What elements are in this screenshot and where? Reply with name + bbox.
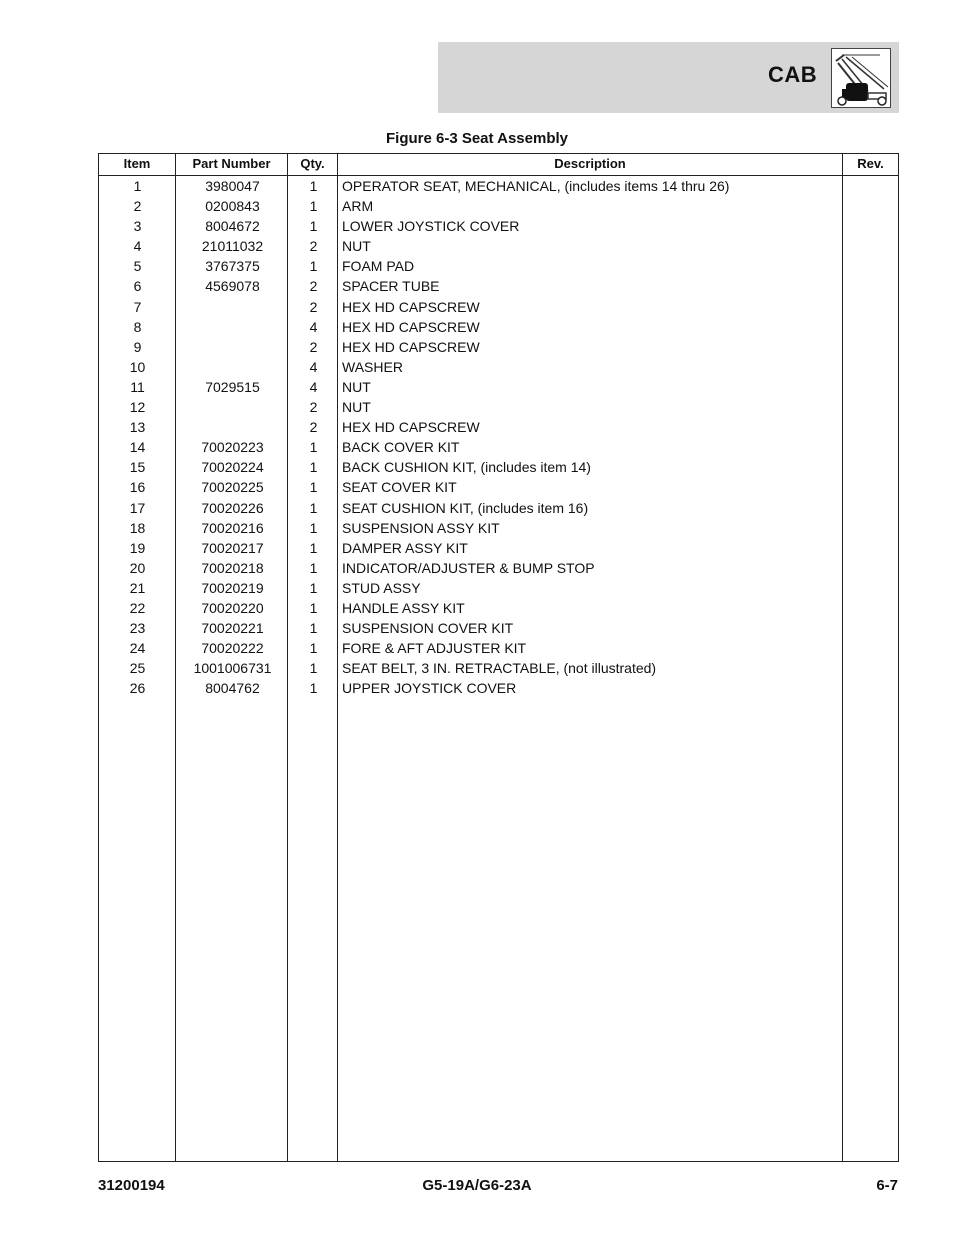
quantity: 1 (309, 640, 318, 657)
quantity: 1 (309, 439, 318, 456)
item-number: 8 (133, 318, 142, 335)
section-title: CAB (768, 62, 818, 87)
table-row (99, 256, 898, 276)
col-header-rev: Rev. (857, 156, 884, 171)
part-number: 70020217 (201, 539, 264, 556)
part-number: 70020223 (201, 439, 264, 456)
part-number: 8004672 (205, 218, 260, 235)
table-body (99, 176, 898, 698)
item-number: 26 (129, 680, 146, 697)
table-row (99, 417, 898, 437)
part-number: 70020222 (201, 640, 264, 657)
part-number: 3980047 (205, 178, 260, 194)
quantity: 1 (309, 599, 318, 616)
item-number: 19 (129, 539, 146, 556)
quantity: 1 (309, 459, 318, 476)
description: UPPER JOYSTICK COVER (342, 680, 517, 697)
quantity: 1 (309, 258, 318, 275)
table-row (99, 276, 898, 296)
quantity: 1 (309, 680, 318, 697)
part-number: 70020225 (201, 479, 264, 496)
item-number: 11 (130, 378, 145, 395)
table-row (99, 317, 898, 337)
part-number: 70020218 (201, 559, 264, 576)
description: WASHER (342, 358, 403, 375)
description: SUSPENSION ASSY KIT (342, 519, 500, 536)
description: ARM (342, 198, 374, 215)
part-number: 1001006731 (193, 660, 272, 677)
table-row (99, 498, 898, 518)
item-number: 14 (129, 439, 146, 456)
item-number: 22 (129, 599, 146, 616)
col-header-part-number: Part Number (192, 156, 271, 171)
item-number: 6 (133, 278, 142, 295)
quantity: 1 (309, 519, 318, 536)
table-row (99, 618, 898, 638)
item-number: 25 (129, 660, 146, 677)
part-number: 21011032 (201, 238, 264, 255)
quantity: 2 (309, 238, 318, 255)
item-number: 16 (129, 479, 146, 496)
description: BACK CUSHION KIT, (includes item 14) (342, 459, 591, 476)
quantity: 4 (309, 378, 318, 395)
part-number: 3767375 (205, 258, 260, 275)
section-tab (438, 42, 899, 113)
item-number: 7 (133, 298, 142, 315)
parts-table (98, 153, 899, 1162)
part-number: 70020220 (201, 599, 264, 616)
quantity: 1 (309, 539, 318, 556)
boom-lift-icon (831, 48, 891, 108)
part-number: 70020226 (201, 499, 264, 516)
item-number: 10 (129, 358, 146, 375)
part-number: 70020224 (201, 459, 264, 476)
quantity: 1 (309, 579, 318, 596)
item-number: 23 (129, 620, 146, 637)
footer-model: G5-19A/G6-23A (422, 1177, 532, 1194)
item-number: 12 (129, 399, 146, 416)
description: SEAT CUSHION KIT, (includes item 16) (342, 499, 589, 516)
quantity: 2 (309, 338, 318, 355)
quantity: 1 (309, 499, 318, 516)
item-number: 4 (133, 238, 142, 255)
quantity: 1 (309, 198, 318, 215)
quantity: 1 (309, 620, 318, 637)
description: HEX HD CAPSCREW (342, 419, 480, 436)
description: SEAT BELT, 3 IN. RETRACTABLE, (not illustrated) (342, 660, 657, 677)
table-row (99, 397, 898, 417)
part-number: 70020216 (201, 519, 264, 536)
description: HEX HD CAPSCREW (342, 298, 480, 315)
table-row (99, 176, 898, 196)
part-number: 7029515 (205, 378, 260, 395)
table-row (99, 638, 898, 658)
table-row (99, 236, 898, 256)
description: NUT (342, 399, 371, 416)
description: INDICATOR/ADJUSTER & BUMP STOP (342, 559, 595, 576)
part-number: 4569078 (205, 278, 260, 295)
description: SUSPENSION COVER KIT (342, 620, 514, 637)
description: BACK COVER KIT (342, 439, 460, 456)
quantity: 2 (309, 419, 318, 436)
quantity: 4 (309, 358, 318, 375)
item-number: 1 (133, 178, 142, 194)
item-number: 5 (133, 258, 142, 275)
figure-title: Figure 6-3 Seat Assembly (385, 130, 568, 147)
description: OPERATOR SEAT, MECHANICAL, (includes items 14 thru 26) (342, 178, 730, 194)
table-row (99, 457, 898, 477)
table-row (99, 357, 898, 377)
description: SPACER TUBE (342, 278, 440, 295)
quantity: 4 (309, 318, 318, 335)
part-number: 70020221 (201, 620, 264, 637)
table-row (99, 558, 898, 578)
item-number: 17 (129, 499, 146, 516)
description: HEX HD CAPSCREW (342, 318, 480, 335)
col-header-description: Description (554, 156, 626, 171)
quantity: 1 (309, 559, 318, 576)
table-row (99, 598, 898, 618)
description: SEAT COVER KIT (342, 479, 457, 496)
table-row (99, 538, 898, 558)
item-number: 24 (129, 640, 146, 657)
quantity: 2 (309, 278, 318, 295)
table-row (99, 578, 898, 598)
table-row (99, 377, 898, 397)
description: HANDLE ASSY KIT (342, 599, 465, 616)
footer-page-number: 6-7 (876, 1177, 898, 1194)
description: HEX HD CAPSCREW (342, 338, 480, 355)
part-number: 0200843 (205, 198, 260, 215)
description: FORE & AFT ADJUSTER KIT (342, 640, 527, 657)
description: NUT (342, 238, 371, 255)
col-header-qty: Qty. (300, 156, 325, 171)
quantity: 1 (309, 479, 318, 496)
item-number: 9 (133, 338, 142, 355)
table-row (99, 337, 898, 357)
item-number: 3 (133, 218, 142, 235)
table-row (99, 196, 898, 216)
quantity: 2 (309, 298, 318, 315)
quantity: 1 (309, 218, 318, 235)
table-row (99, 518, 898, 538)
table-row (99, 658, 898, 678)
description: DAMPER ASSY KIT (342, 539, 468, 556)
footer-document-number: 31200194 (98, 1177, 165, 1194)
item-number: 18 (129, 519, 146, 536)
table-row (99, 437, 898, 457)
item-number: 13 (129, 419, 146, 436)
item-number: 15 (129, 459, 146, 476)
table-row (99, 477, 898, 497)
description: STUD ASSY (342, 579, 421, 596)
item-number: 21 (129, 579, 146, 596)
description: FOAM PAD (342, 258, 415, 275)
quantity: 1 (309, 660, 318, 677)
item-number: 2 (133, 198, 142, 215)
description: LOWER JOYSTICK COVER (342, 218, 520, 235)
table-row (99, 678, 898, 698)
description: NUT (342, 378, 371, 395)
part-number: 70020219 (201, 579, 264, 596)
col-header-item: Item (123, 156, 151, 171)
quantity: 2 (309, 399, 318, 416)
table-row (99, 216, 898, 236)
quantity: 1 (309, 178, 318, 194)
table-row (99, 297, 898, 317)
part-number: 8004762 (205, 680, 260, 697)
item-number: 20 (129, 559, 146, 576)
